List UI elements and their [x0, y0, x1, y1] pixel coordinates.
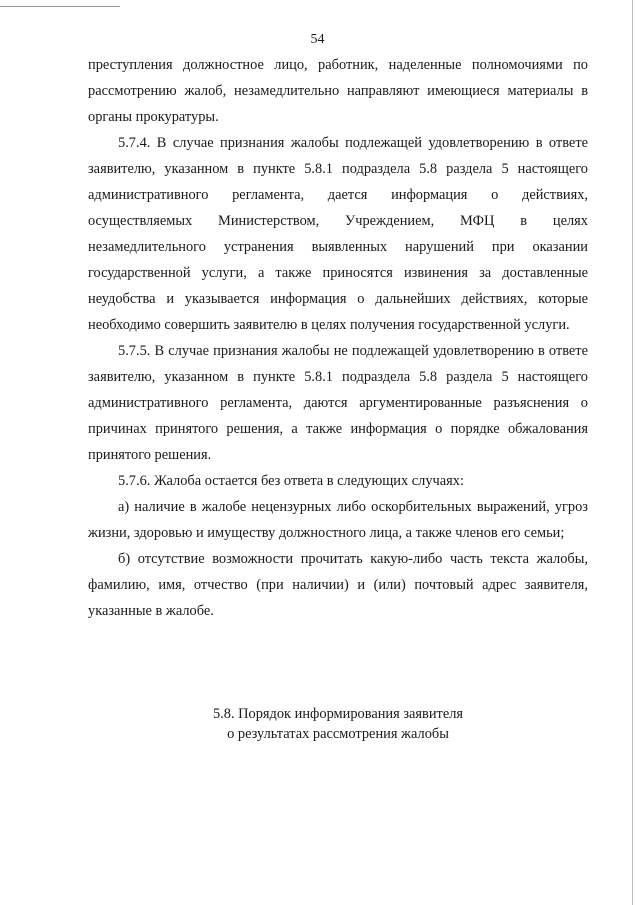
section-heading-line2: о результатах рассмотрения жалобы [227, 726, 449, 742]
section-heading-line1: 5.8. Порядок информирования заявителя [212, 706, 464, 722]
right-edge-rule [632, 0, 633, 905]
section-heading-5-8 [88, 704, 588, 744]
paragraph-5-7-6: 5.7.6. Жалоба остается без ответа в следующих случаях: [118, 473, 464, 489]
paragraph-5-7-4: 5.7.4. В случае признания жалобы подлежащей удовлетворению в ответе заявителю, указанном в пункте 5.8.1 подраздела 5.8 раздела 5 настоящего административного регламента, дается информация о действиях, осуществляемых Министерством, Учреждением, МФЦ в целях незамедлительного устранения выявленных нарушений при оказании государственной услуги, а также приносятся извинения за доставленные неудобства и указывается информация о дальнейших действиях, которые необходимо совершить заявителю в целях получения государственной услуги. [88, 135, 588, 333]
paragraph-5-7-5: 5.7.5. В случае признания жалобы не подлежащей удовлетворению в ответе заявителю, указанном в пункте 5.8.1 подраздела 5.8 раздела 5 настоящего административного регламента, даются аргументированные разъяснения о причинах принятого решения, а также информация о порядке обжалования принятого решения. [88, 343, 588, 463]
list-item-a: а) наличие в жалобе нецензурных либо оскорбительных выражений, угроз жизни, здоровью и имуществу должностного лица, а также членов его семьи; [88, 499, 588, 541]
body-text [88, 52, 588, 624]
paragraph-continuation: преступления должностное лицо, работник, наделенные полномочиями по рассмотрению жалоб, незамедлительно направляют имеющиеся материалы в органы прокуратуры. [88, 57, 588, 125]
list-item-b: б) отсутствие возможности прочитать какую-либо часть текста жалобы, фамилию, имя, отчество (при наличии) и (или) почтовый адрес заявителя, указанные в жалобе. [88, 551, 588, 619]
page-number: 54 [310, 32, 325, 47]
top-edge-rule [0, 6, 120, 7]
